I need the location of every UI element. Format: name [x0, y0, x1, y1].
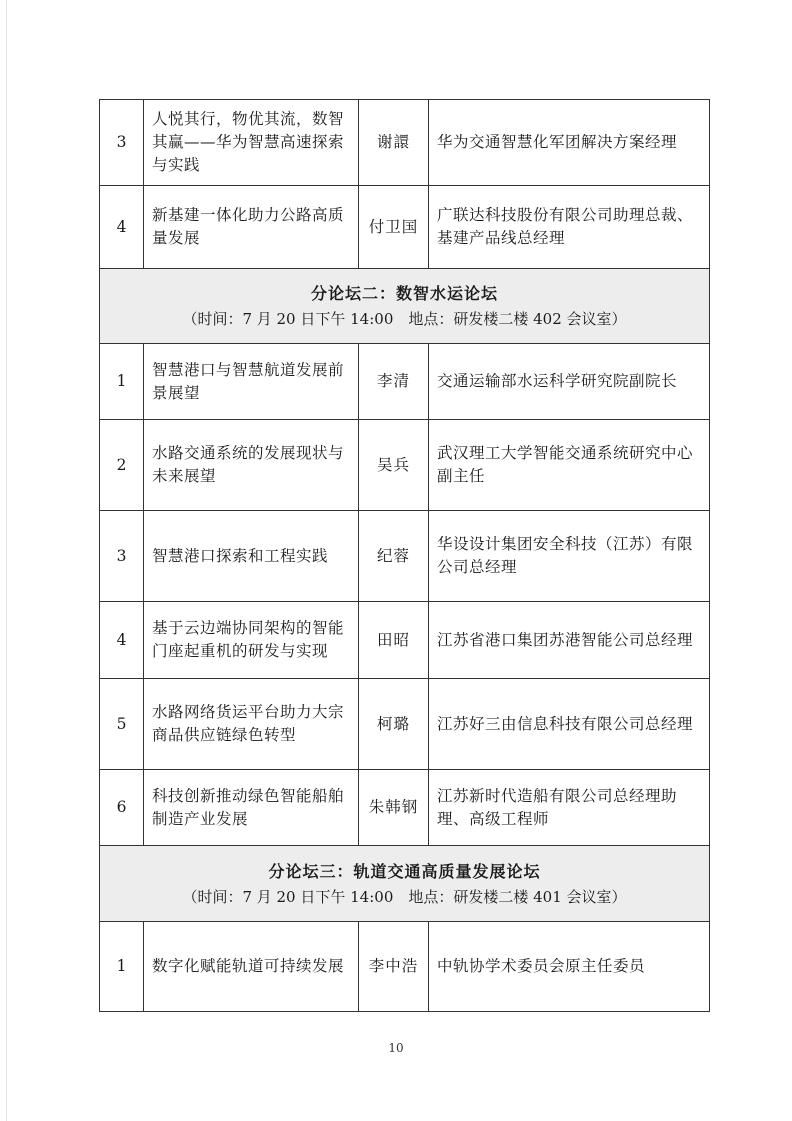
forum-name: 分论坛三：轨道交通高质量发展论坛 — [268, 861, 541, 881]
forum-header-cell — [100, 846, 710, 922]
speaker-affiliation: 武汉理工大学智能交通系统研究中心副主任 — [429, 420, 710, 511]
talk-title: 科技创新推动绿色智能船舶制造产业发展 — [144, 770, 359, 846]
forum-header-cell — [100, 269, 710, 344]
row-number: 1 — [100, 344, 144, 420]
speaker-name: 朱韩钢 — [359, 770, 429, 846]
speaker-name: 柯璐 — [359, 679, 429, 770]
table-row — [100, 420, 710, 511]
speaker-affiliation: 江苏好三由信息科技有限公司总经理 — [429, 679, 710, 770]
talk-title: 水路网络货运平台助力大宗商品供应链绿色转型 — [144, 679, 359, 770]
speaker-affiliation: 交通运输部水运科学研究院副院长 — [429, 344, 710, 420]
table-row — [100, 922, 710, 1012]
table-row — [100, 186, 710, 269]
forum-section-header — [100, 846, 710, 922]
table-row — [100, 770, 710, 846]
table-row — [100, 344, 710, 420]
table-row — [100, 511, 710, 602]
speaker-affiliation: 中轨协学术委员会原主任委员 — [429, 922, 710, 1012]
page-edge-line — [6, 0, 7, 1121]
talk-title: 基于云边端协同架构的智能门座起重机的研发与实现 — [144, 602, 359, 679]
speaker-name: 李清 — [359, 344, 429, 420]
talk-title: 新基建一体化助力公路高质量发展 — [144, 186, 359, 269]
speaker-affiliation: 广联达科技股份有限公司助理总裁、基建产品线总经理 — [429, 186, 710, 269]
talk-title: 数字化赋能轨道可持续发展 — [144, 922, 359, 1012]
row-number: 5 — [100, 679, 144, 770]
row-number: 4 — [100, 186, 144, 269]
forum-time-location: （时间：7 月 20 日下午 14:00 地点：研发楼二楼 401 会议室） — [182, 887, 627, 906]
row-number: 2 — [100, 420, 144, 511]
forum-name: 分论坛二：数智水运论坛 — [310, 284, 498, 303]
speaker-name: 纪蓉 — [359, 511, 429, 602]
talk-title: 智慧港口与智慧航道发展前景展望 — [144, 344, 359, 420]
speaker-name: 李中浩 — [359, 922, 429, 1012]
row-number: 6 — [100, 770, 144, 846]
talk-title: 人悦其行，物优其流，数智其赢——华为智慧高速探索与实践 — [144, 100, 359, 186]
speaker-affiliation: 华设设计集团安全科技（江苏）有限公司总经理 — [429, 511, 710, 602]
forum-schedule-table — [99, 99, 710, 1012]
speaker-affiliation: 江苏新时代造船有限公司总经理助理、高级工程师 — [429, 770, 710, 846]
speaker-affiliation: 江苏省港口集团苏港智能公司总经理 — [429, 602, 710, 679]
speaker-affiliation: 华为交通智慧化军团解决方案经理 — [429, 100, 710, 186]
row-number: 4 — [100, 602, 144, 679]
table-row — [100, 100, 710, 186]
speaker-name: 吴兵 — [359, 420, 429, 511]
speaker-name: 田昭 — [359, 602, 429, 679]
table-row — [100, 602, 710, 679]
speaker-name: 谢譞 — [359, 100, 429, 186]
forum-section-header — [100, 269, 710, 344]
speaker-name: 付卫国 — [359, 186, 429, 269]
talk-title: 智慧港口探索和工程实践 — [144, 511, 359, 602]
page-number: 10 — [388, 1041, 404, 1055]
row-number: 3 — [100, 100, 144, 186]
row-number: 1 — [100, 922, 144, 1012]
forum-time-location: （时间：7 月 20 日下午 14:00 地点：研发楼二楼 402 会议室） — [182, 310, 627, 328]
table-row — [100, 679, 710, 770]
talk-title: 水路交通系统的发展现状与未来展望 — [144, 420, 359, 511]
row-number: 3 — [100, 511, 144, 602]
